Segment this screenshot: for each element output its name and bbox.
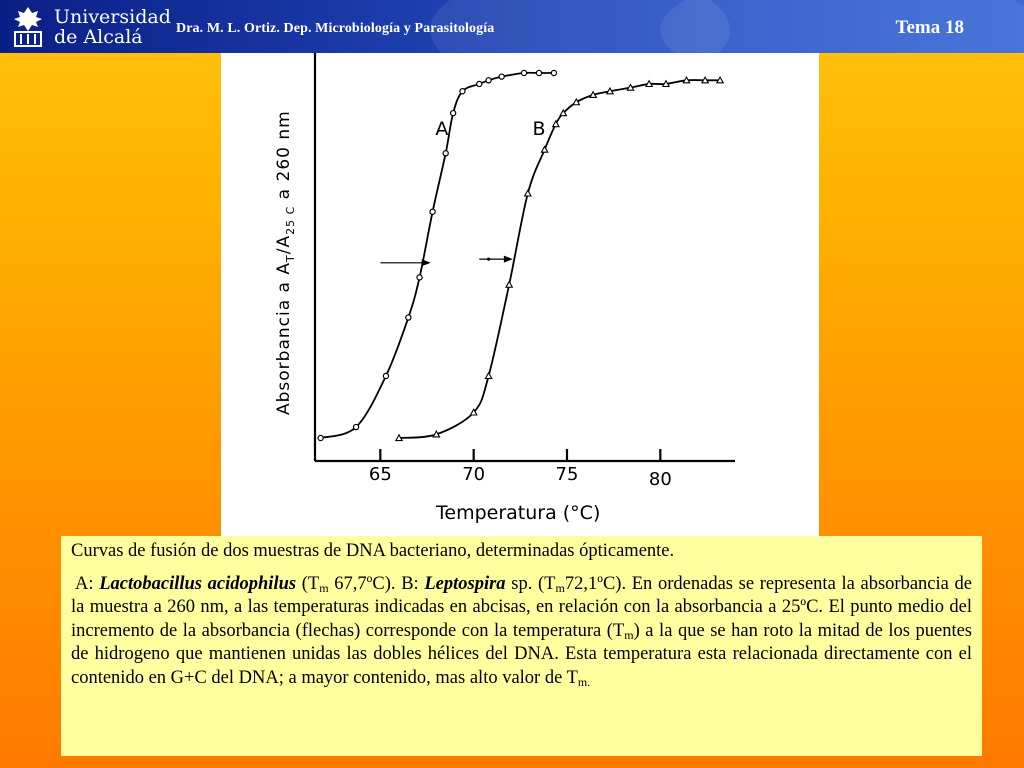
melting-curve-figure — [221, 53, 819, 539]
caption-description — [71, 573, 972, 691]
x-tick-label-80: 80 — [648, 469, 672, 490]
data-point-A-3 — [406, 315, 411, 320]
university-logo — [8, 5, 171, 49]
data-point-A-5 — [430, 209, 435, 214]
midpoint-arrowhead-B — [504, 256, 513, 263]
data-point-A-10 — [486, 78, 491, 83]
caption-title: Curvas de fusión de dos muestras de DNA bacteriano, determinadas ópticamente. — [71, 541, 675, 561]
y-axis-title-part1: Absorbancia a A — [274, 262, 294, 415]
data-point-A-6 — [443, 151, 448, 156]
data-point-B-6 — [541, 146, 547, 152]
logo-text-line1: Universidad — [54, 6, 171, 28]
caption-a-label: A: — [75, 573, 100, 594]
author-department-text: Dra. M. L. Ortiz. Dep. Microbiología y Parasitología — [176, 21, 495, 36]
data-point-A-1 — [353, 424, 358, 429]
caption-a-open: (T — [296, 573, 320, 594]
midpoint-arrows — [380, 256, 513, 267]
y-axis-title-part3: a 260 nm — [274, 110, 294, 206]
x-tick-label-65: 65 — [368, 464, 392, 485]
y-axis-title-sub2: 25 C — [284, 205, 297, 235]
series-curves — [321, 73, 720, 438]
data-point-A-0 — [318, 435, 323, 440]
data-point-A-4 — [417, 275, 422, 280]
caption-species-b: Leptospira — [424, 573, 506, 594]
data-point-A-2 — [383, 373, 388, 378]
data-point-A-7 — [451, 111, 456, 116]
melting-curve-chart — [221, 53, 819, 539]
caption-subscript: m — [319, 580, 329, 595]
data-point-A-14 — [551, 70, 556, 75]
logo-text-line2: de Alcalá — [54, 26, 143, 48]
figure-caption-box — [61, 536, 982, 756]
stray-dot — [487, 258, 490, 261]
x-axis-ticks — [369, 449, 672, 490]
data-point-B-5 — [525, 190, 531, 196]
topic-label: Tema 18 — [895, 17, 964, 38]
caption-subscript: m — [624, 627, 634, 642]
data-point-A-8 — [460, 89, 465, 94]
curve-label-B: B — [532, 118, 546, 141]
caption-b-sp: sp. (T — [505, 573, 556, 594]
series-markers — [318, 70, 723, 440]
curve-label-A: A — [435, 118, 449, 141]
caption-a-value: 67,7ºC). B: — [328, 573, 425, 594]
caption-subscript: m. — [577, 674, 591, 689]
header-wave-decoration — [660, 0, 1024, 53]
data-point-B-4 — [506, 282, 512, 288]
university-crest-icon — [8, 5, 48, 49]
caption-subscript: m — [555, 580, 565, 595]
caption-species-a: Lactobacillus acidophilus — [99, 573, 297, 594]
x-tick-label-70: 70 — [462, 464, 486, 485]
chart-axes — [315, 53, 735, 461]
data-point-B-3 — [485, 373, 491, 379]
x-axis-title: Temperatura (°C) — [436, 502, 601, 524]
y-axis-title-part2: /A — [274, 234, 294, 255]
data-point-A-13 — [536, 70, 541, 75]
caption-body-text-2: ) a la que se han roto la mitad de los puentes de hidrogeno que mantienen unidas las dobles hélices del DNA. Esta temperatura esta relacionada directamente con el contenido en G+C del DNA; a mayor contenido, mas alto valor de T — [71, 620, 972, 688]
y-axis-title — [274, 110, 297, 415]
midpoint-arrowhead-A — [422, 259, 431, 266]
data-point-A-12 — [521, 70, 526, 75]
data-point-A-11 — [499, 74, 504, 79]
caption-body-text: 72,1ºC). En ordenadas se representa la absorbancia de la muestra a 260 nm, a las temperaturas indicadas en abcisas, en relación con la absorbancia a 25ºC. El punto medio del incremento de la absorbancia (flechas) corresponde con la temperatura (T — [71, 573, 973, 641]
slide-header — [0, 0, 1024, 53]
data-point-A-9 — [477, 81, 482, 86]
y-axis-title-sub1: T — [284, 254, 297, 262]
x-tick-label-75: 75 — [555, 464, 579, 485]
